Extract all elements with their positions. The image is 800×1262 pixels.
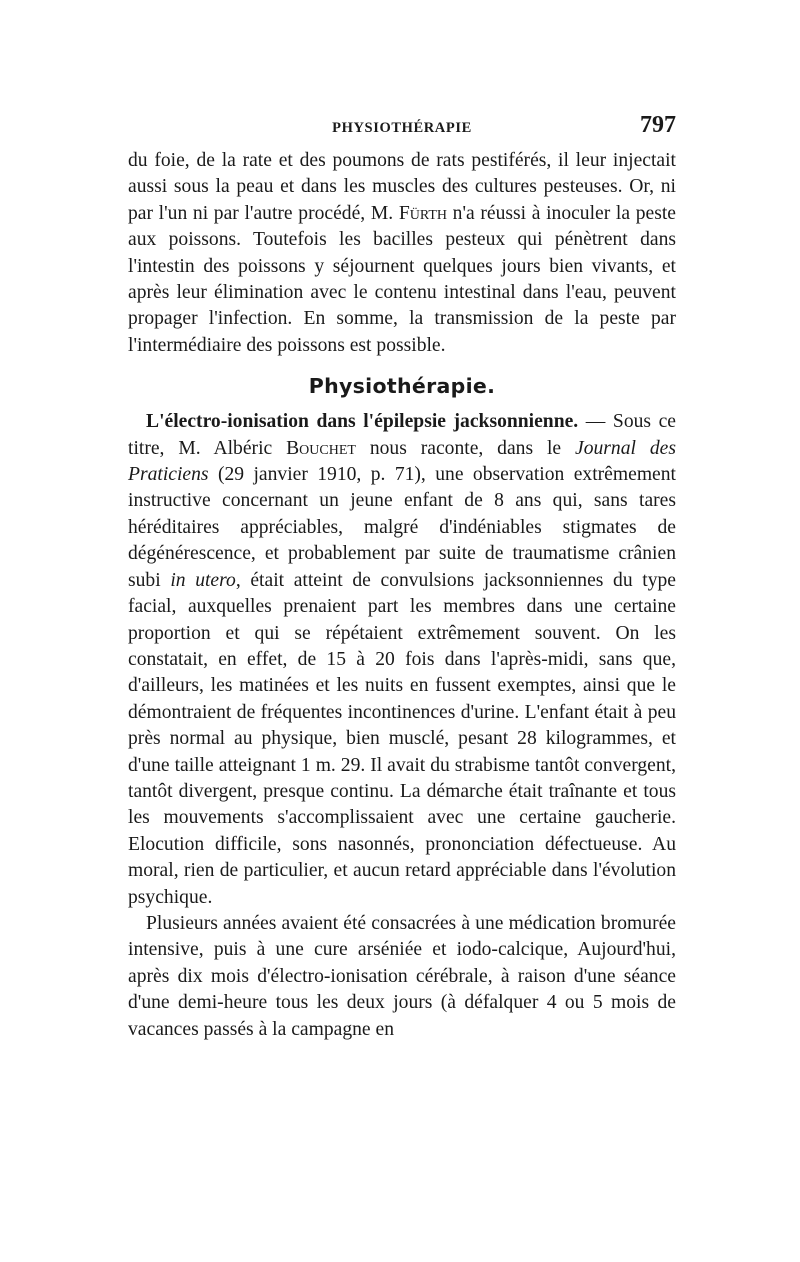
page-number: 797 [640,112,676,138]
paragraph-fish-plague-text-a: du foie, de la rate et des poumons de rats pestiférés, il leur injectait aussi sous la peau et dans les muscles des cultures pesteuses. Or, ni par l'un ni par l'autre procédé, M. [128,150,676,224]
author-name-bouchet: Bouchet [286,437,356,459]
paragraph-electro-text-a: — Sous ce titre, M. Albéric [128,411,676,459]
journal-title: Journal des Praticiens [128,437,676,486]
author-name-furth: Fürth [398,202,447,224]
latin-term-in-utero: in utero [170,569,236,591]
body-text [128,148,676,1043]
section-heading: Physiothérapie. [308,374,496,399]
paragraph-fish-plague-text-b: n'a réussi à inoculer la peste aux poissons. Toutefois les bacilles pesteux qui pénètrent dans l'intestin des poissons y séjournent quelques jours bien vivants, et après leur élimination avec le contenu intestinal dans l'eau, peuvent propager l'infection. En somme, la transmission de la peste par l'intermédiaire des poissons est possible. [128,202,676,356]
paragraph-treatment [128,911,676,1043]
paragraph-electro-text-c: (29 janvier 1910, p. 71), une observation extrêmement instructive concernant un jeune enfant de 8 ans qui, sans tares héréditaires appréciables, malgré d'indéniables stigmates de dégénérescence, et probablement par suite de traumatisme crânien subi [128,464,676,591]
paragraph-electro-ionisation [128,409,676,911]
article-run-in-title: L'électro-ionisation dans l'épilepsie jacksonnienne. [146,411,579,433]
paragraph-treatment-text: Plusieurs années avaient été consacrées à une médication bromurée intensive, puis à une cure arséniée et iodo-calcique, Aujourd'hui, après dix mois d'électro-ionisation cérébrale, à raison d'une séance d'une demi-heure tous les deux jours (à défalquer 4 ou 5 mois de vacances passés à la campagne en [128,912,676,1040]
paragraph-electro-text-d: , était atteint de convulsions jacksonniennes du type facial, auxquelles prenaient part les membres dans une certaine proportion et qui se répétaient extrêmement souvent. On les constatait, en effet, de 15 à 20 fois dans l'après-midi, sans que, d'ailleurs, les matinées et les nuits en fussent exemptes, ainsi que le démontraient de fréquentes incontinences d'urine. L'enfant était à peu près normal au physique, bien musclé, pesant 28 kilogrammes, et d'une taille atteignant 1 m. 29. Il avait du strabisme tantôt convergent, tantôt divergent, presque continu. La démarche était traînante et tous les mouvements s'accomplissaient avec une certaine gaucherie. Elocution difficile, sons nasonnés, prononciation défectueuse. Au moral, rien de particulier, et aucun retard appréciable dans l'évolution psychique. [128,569,677,908]
paragraph-fish-plague [128,148,676,359]
running-head [128,108,676,144]
paragraph-electro-text-b: nous raconte, dans le [355,437,576,459]
running-head-title: PHYSIOTHÉRAPIE [332,120,472,136]
